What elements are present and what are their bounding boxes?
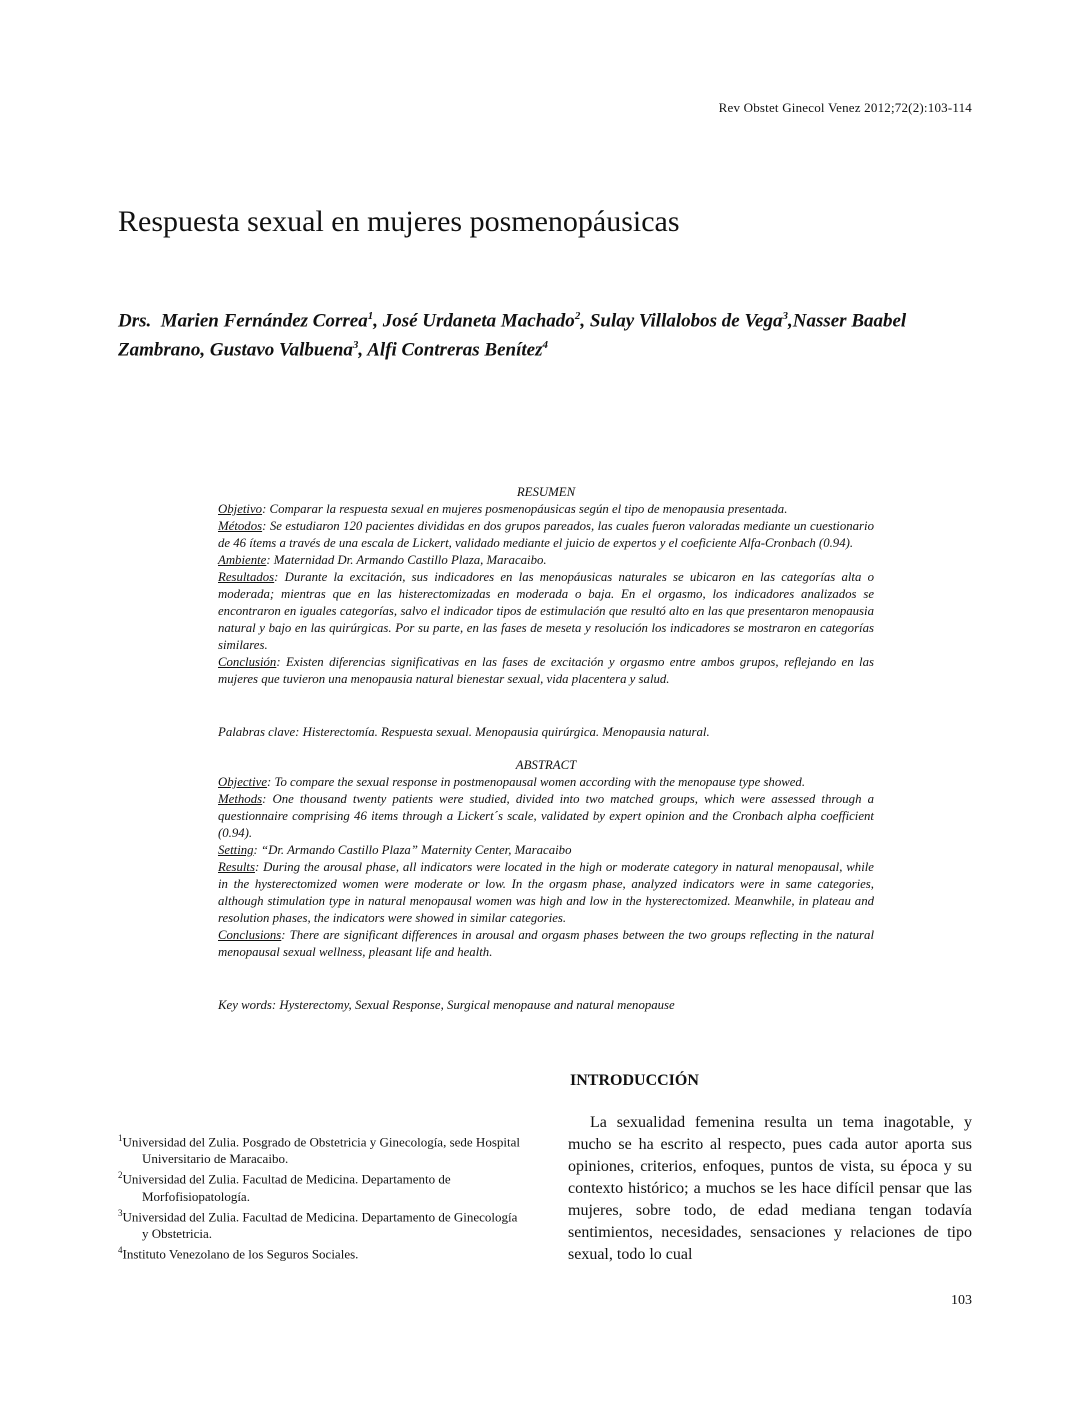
introduction-text — [568, 1112, 972, 1266]
affiliation-item — [118, 1167, 522, 1204]
author-name: Alfi Contreras Benítez — [367, 339, 543, 361]
section-label: Métodos — [218, 519, 263, 533]
abstract-paragraph: Results: During the arousal phase, all indicators were located in the high or moderate category in natural menopausal, while in the hysterectomized women were moderate or low. In the orgasm phase, analyzed indicators were in same categories, although stimulation type in natural menopausal women was high and low in the hysterectomized. Meanwhile, in plateau and resolution phases, the indicators were showed in similar categories. — [218, 860, 874, 925]
section-label: Conclusión — [218, 655, 277, 669]
section-text: “Dr. Armando Castillo Plaza” Maternity Center, Maracaibo — [261, 843, 572, 857]
affiliation-text: Universidad del Zulia. Facultad de Medicina. Departamento de Ginecología y Obstetricia. — [122, 1208, 518, 1241]
abstract-section — [218, 757, 874, 961]
section-text: There are significant differences in arousal and orgasm phases between the two groups reflecting in the natural menopausal sexual wellness, pleasant life and health. — [218, 928, 874, 959]
affiliation-mark: 2 — [118, 1170, 123, 1181]
author-separator: , — [787, 310, 793, 332]
affiliation-list — [118, 1130, 522, 1262]
palabras-clave — [218, 724, 874, 741]
section-text: During the arousal phase, all indicators were located in the high or moderate category in natural menopausal, while in the hysterectomized women were moderate or low. In the orgasm phase, analyzed indicators were in same categories, although stimulation type in natural menopausal women was high and low in the hysterectomized. Meanwhile, in plateau and resolution phases, the indicators were showed in similar categories. — [218, 860, 874, 925]
affiliation-text: Instituto Venezolano de los Seguros Sociales. — [122, 1246, 359, 1262]
author-prefix: Drs. — [118, 310, 152, 332]
key-words — [218, 997, 874, 1014]
abstract-paragraph: Objective: To compare the sexual response in postmenopausal women according with the menopause type showed. — [218, 775, 806, 789]
author-affiliation-mark: 1 — [367, 310, 374, 322]
keywords-line: Key words: Hysterectomy, Sexual Response, Surgical menopause and natural menopause — [218, 998, 675, 1012]
resumen-paragraph: Objetivo: Comparar la respuesta sexual en mujeres posmenopáusicas según el tipo de menopausia presentada. — [218, 502, 788, 516]
abstract-paragraph: Setting: “Dr. Armando Castillo Plaza” Maternity Center, Maracaibo — [218, 843, 572, 857]
author-affiliation-mark: 2 — [574, 310, 581, 322]
section-text: Comparar la respuesta sexual en mujeres posmenopáusicas según el tipo de menopausia presentada. — [269, 502, 788, 516]
section-text: One thousand twenty patients were studied, divided into two matched groups, which were assessed through a questionnaire comprising 46 items through a Lickert´s scale, validated by expert opinion and the Cronbach alpha coefficient (0.94). — [218, 792, 874, 840]
section-text: Maternidad Dr. Armando Castillo Plaza, Maracaibo. — [273, 553, 547, 567]
affiliation-item — [118, 1242, 522, 1262]
resumen-paragraph: Ambiente: Maternidad Dr. Armando Castillo Plaza, Maracaibo. — [218, 553, 547, 567]
section-label: Methods — [218, 792, 263, 806]
author-name: Sulay Villalobos de Vega — [589, 310, 783, 332]
resumen-section — [218, 484, 874, 688]
section-text: Existen diferencias significativas en las fases de excitación y orgasmo entre ambos grupos, reflejando en las mujeres que tuvieron una menopausia natural bienestar sexual, vida placentera y salud. — [218, 655, 874, 686]
abstract-paragraph: Methods: One thousand twenty patients were studied, divided into two matched groups, which were assessed through a questionnaire comprising 46 items through a Lickert´s scale, validated by expert opinion and the Cronbach alpha coefficient (0.94). — [218, 792, 874, 840]
section-text: Se estudiaron 120 pacientes divididas en dos grupos pareados, las cuales fueron valoradas mediante un cuestionario de 46 ítems a través de una escala de Lickert, validado mediante el juicio de expertos y el coeficiente Alfa-Cronbach (0.94). — [218, 519, 874, 550]
author-name: Marien Fernández Correa — [160, 310, 368, 332]
section-label: Conclusions — [218, 928, 282, 942]
section-label: Objetivo — [218, 502, 263, 516]
author-affiliation-mark: 4 — [542, 339, 548, 352]
abstract-heading: ABSTRACT — [515, 758, 577, 772]
section-label: Ambiente — [218, 553, 267, 567]
author-name: José Urdaneta Machado — [382, 310, 575, 332]
section-label: Results — [218, 860, 255, 874]
affiliation-mark: 3 — [118, 1207, 123, 1218]
affiliation-mark: 4 — [118, 1244, 123, 1255]
author-separator: , — [373, 310, 383, 332]
abstract-paragraph: Conclusions: There are significant differences in arousal and orgasm phases between the two groups reflecting in the natural menopausal sexual wellness, pleasant life and health. — [218, 928, 874, 959]
page-number: 103 — [951, 1293, 972, 1308]
introduction-heading: INTRODUCCIÓN — [570, 1072, 699, 1089]
affiliation-mark: 1 — [118, 1133, 123, 1143]
author-name: Gustavo Valbuena — [209, 339, 353, 361]
resumen-paragraph: Métodos: Se estudiaron 120 pacientes divididas en dos grupos pareados, las cuales fueron valoradas mediante un cuestionario de 46 ítems a través de una escala de Lickert, validado mediante el juicio de expertos y el coeficiente Alfa-Cronbach (0.94). — [218, 519, 874, 550]
journal-reference: Rev Obstet Ginecol Venez 2012;72(2):103-114 — [718, 100, 972, 115]
introduction-paragraph: La sexualidad femenina resulta un tema inagotable, y mucho se ha escrito al respecto, pues cada autor aporta sus opiniones, criterios, enfoques, puntos de vista, su época y su contexto histórico; a muchos se les hace difícil pensar que las mujeres, sobre todo, de edad mediana tengan todavía sentimientos, necesidades, sensaciones y relaciones de tipo sexual, todo lo cual — [568, 1114, 972, 1263]
section-label: Objective — [218, 775, 268, 789]
section-label: Setting — [218, 843, 254, 857]
author-name: Nasser Baabel Zambrano — [118, 310, 907, 361]
affiliation-text: Universidad del Zulia. Facultad de Medicina. Departamento de Morfofisiopatología. — [122, 1171, 451, 1204]
affiliation-text: Universidad del Zulia. Posgrado de Obstetricia y Ginecología, sede Hospital Universitario de Maracaibo. — [122, 1134, 520, 1167]
author-separator: , — [580, 310, 590, 332]
resumen-heading: RESUMEN — [516, 485, 576, 499]
resumen-paragraph: Resultados: Durante la excitación, sus indicadores en las menopáusicas naturales se ubicaron en las categorías alta o moderada; mientras que en las histerectomizadas en moderada o baja. En el orgasmo, los indicadores analizados se encontraron en iguales categorías, salvo el indicador tipos de estimulación que resultó alto en las que presentaron menopausia natural y bajo en las quirúrgicas. Por su parte, en las fases de meseta y resolución los indicadores se mostraron en categorías similares. — [218, 570, 874, 652]
section-label: Resultados — [218, 570, 275, 584]
keywords-line: Palabras clave: Histerectomía. Respuesta sexual. Menopausia quirúrgica. Menopausia natural. — [218, 725, 710, 739]
author-affiliation-mark: 3 — [352, 339, 359, 352]
affiliation-item — [118, 1130, 522, 1167]
affiliation-item — [118, 1205, 522, 1242]
resumen-paragraph: Conclusión: Existen diferencias significativas en las fases de excitación y orgasmo entre ambos grupos, reflejando en las mujeres que tuvieron una menopausia natural bienestar sexual, vida placentera y salud. — [218, 655, 874, 686]
author-separator: , — [200, 339, 210, 361]
section-text: Durante la excitación, sus indicadores en las menopáusicas naturales se ubicaron en las categorías alta o moderada; mientras que en las histerectomizadas en moderada o baja. En el orgasmo, los indicadores analizados se encontraron en iguales categorías, salvo el indicador tipos de estimulación que resultó alto en las que presentaron menopausia natural y bajo en las quirúrgicas. Por su parte, en las fases de meseta y resolución los indicadores se mostraron en categorías similares. — [218, 570, 874, 652]
author-affiliation-mark: 3 — [782, 310, 788, 322]
paper-title: Respuesta sexual en mujeres posmenopáusicas — [118, 205, 680, 238]
section-text: To compare the sexual response in postmenopausal women according with the menopause type showed. — [274, 775, 806, 789]
author-list — [118, 304, 948, 363]
author-separator: , — [358, 339, 368, 361]
